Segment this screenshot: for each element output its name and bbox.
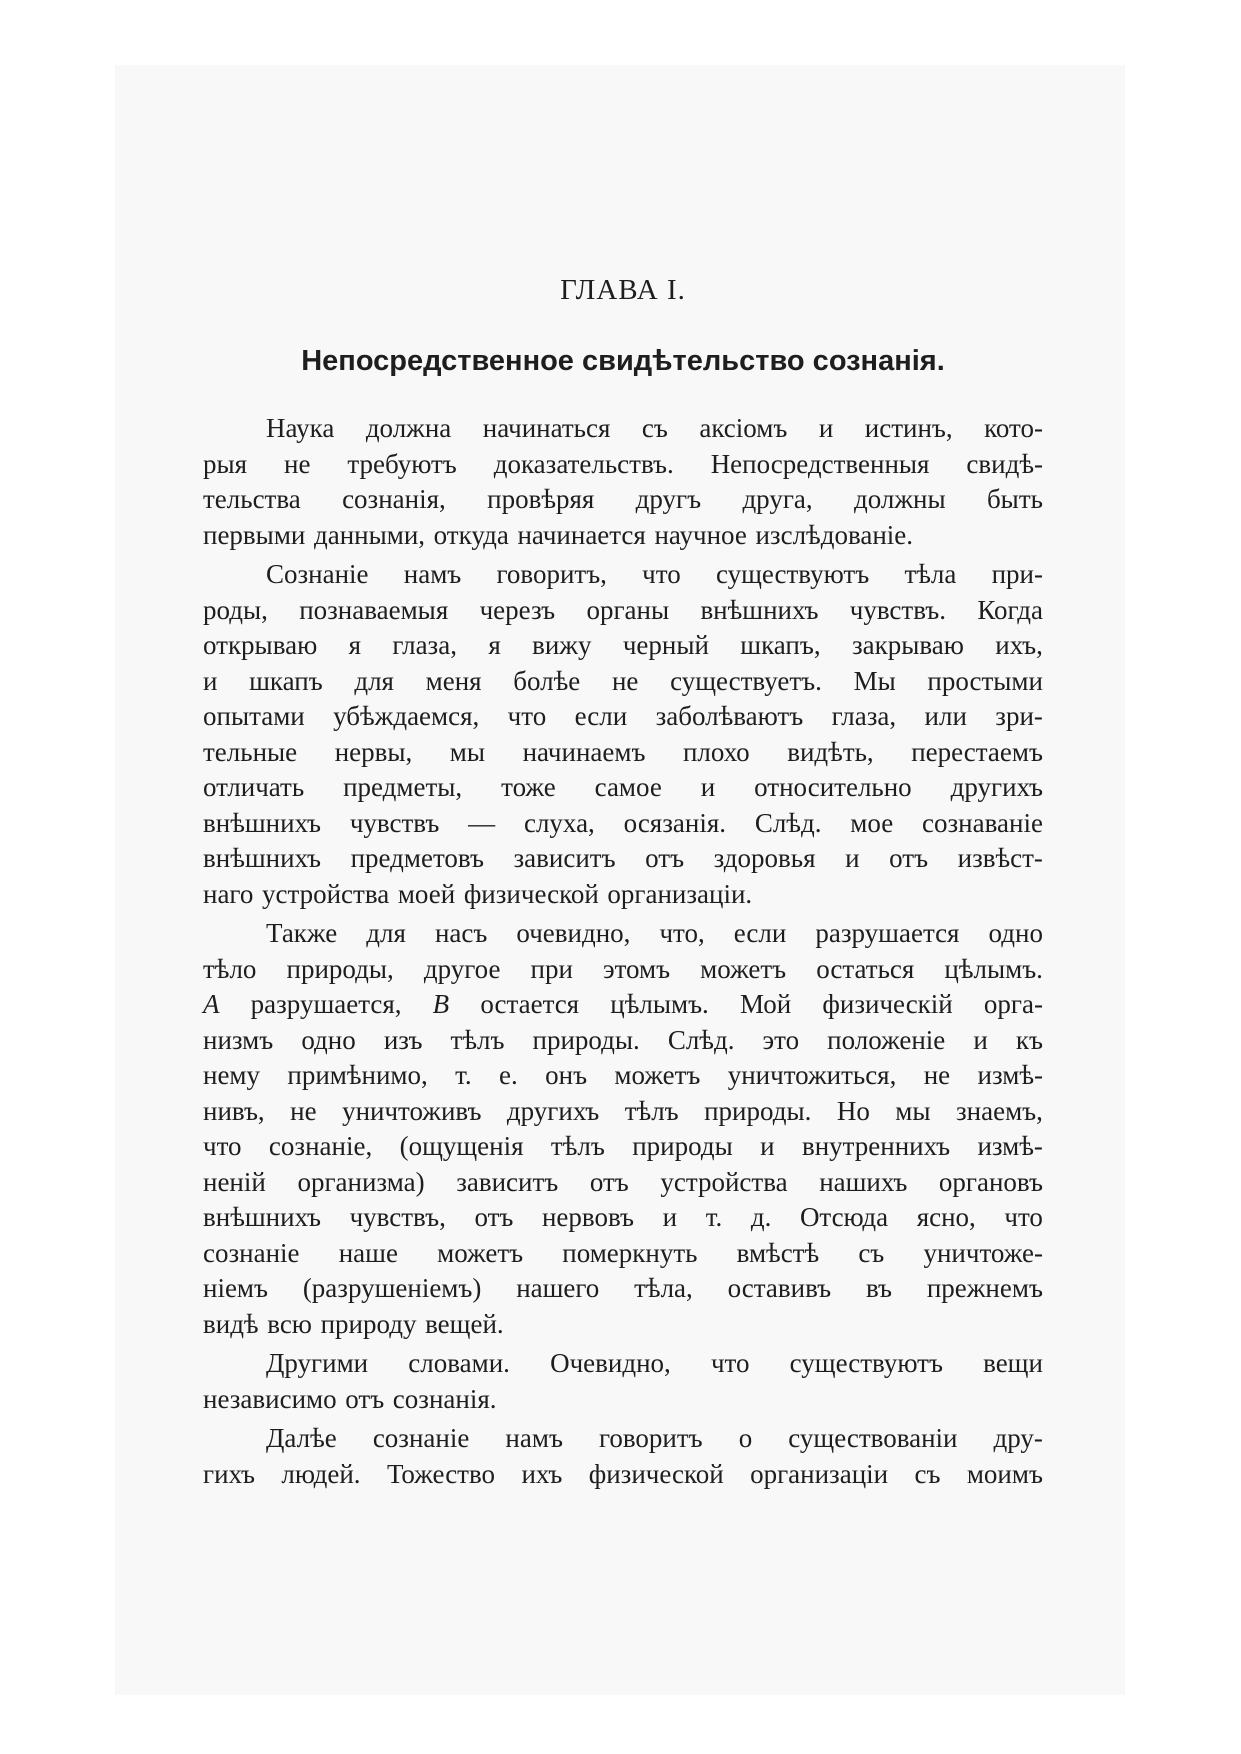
text-line: внѣшнихъ чувствъ, отъ нервовъ и т. д. Отсюда ясно, что bbox=[203, 1202, 1043, 1232]
text-line: неній организма) зависитъ отъ устройства нашихъ органовъ bbox=[203, 1166, 1043, 1197]
text-line: Далѣе сознаніе намъ говоритъ о существованіи дру- bbox=[266, 1423, 1043, 1453]
text-line: Также для насъ очевидно, что, если разрушается одно bbox=[266, 918, 1043, 948]
text-line: A разрушается, B остается цѣлымъ. Мой физическій орга- bbox=[203, 989, 1043, 1019]
text-line: Другими словами. Очевидно, что существуютъ вещи bbox=[266, 1348, 1043, 1378]
text-line: нему примѣнимо, т. е. онъ можетъ уничтожиться, не измѣ- bbox=[203, 1060, 1043, 1090]
text-line: наго устройства моей физической организаціи. bbox=[203, 878, 753, 909]
text-line: внѣшнихъ предметовъ зависитъ отъ здоровья и отъ извѣст- bbox=[203, 843, 1043, 873]
text-line: видѣ всю природу вещей. bbox=[203, 1308, 504, 1339]
text-line: что сознаніе, (ощущенія тѣлъ природы и внутреннихъ измѣ- bbox=[203, 1131, 1043, 1161]
text-line: низмъ одно изъ тѣлъ природы. Слѣд. это положеніе и къ bbox=[203, 1024, 1043, 1055]
text-line: независимо отъ сознанія. bbox=[203, 1383, 497, 1414]
text-line: роды, познаваемыя черезъ органы внѣшнихъ чувствъ. Когда bbox=[203, 594, 1043, 625]
text-line: отличать предметы, тоже самое и относительно другихъ bbox=[203, 772, 1043, 802]
text-line: Наука должна начинаться съ аксіомъ и истинъ, кото- bbox=[266, 413, 1043, 443]
text-line: гихъ людей. Тожество ихъ физической организаціи съ моимъ bbox=[203, 1458, 1043, 1489]
text-line: сознаніе наше можетъ померкнуть вмѣстѣ съ уничтоже- bbox=[203, 1237, 1043, 1268]
text-line: Сознаніе намъ говоритъ, что существуютъ тѣла при- bbox=[266, 559, 1043, 589]
chapter-body bbox=[203, 411, 1043, 1492]
chapter-subtitle: Непосредственное свидѣтельство сознанія. bbox=[301, 345, 945, 377]
text-line: тельные нервы, мы начинаемъ плохо видѣть, перестаемъ bbox=[203, 736, 1043, 767]
text-line: нивъ, не уничтоживъ другихъ тѣлъ природы. Но мы знаемъ, bbox=[203, 1095, 1043, 1126]
text-line: внѣшнихъ чувствъ — слуха, осязанія. Слѣд. мое сознаваніе bbox=[203, 807, 1043, 838]
chapter-title: ГЛАВА I. bbox=[560, 274, 686, 306]
text-line: опытами убѣждаемся, что если заболѣваютъ глаза, или зри- bbox=[203, 701, 1043, 731]
text-line: тѣло природы, другое при этомъ можетъ остаться цѣлымъ. bbox=[203, 953, 1043, 984]
text-line: тельства сознанія, провѣряя другъ друга, должны быть bbox=[203, 484, 1043, 514]
text-line: и шкапъ для меня болѣе не существуетъ. Мы простыми bbox=[203, 665, 1043, 696]
text-line: рыя не требуютъ доказательствъ. Непосредственныя свидѣ- bbox=[203, 448, 1043, 479]
text-line: ніемъ (разрушеніемъ) нашего тѣла, оставивъ въ прежнемъ bbox=[203, 1273, 1043, 1303]
text-line: открываю я глаза, я вижу черный шкапъ, закрываю ихъ, bbox=[203, 630, 1043, 660]
text-line: первыми данными, откуда начинается научное изслѣдованіе. bbox=[203, 519, 914, 550]
